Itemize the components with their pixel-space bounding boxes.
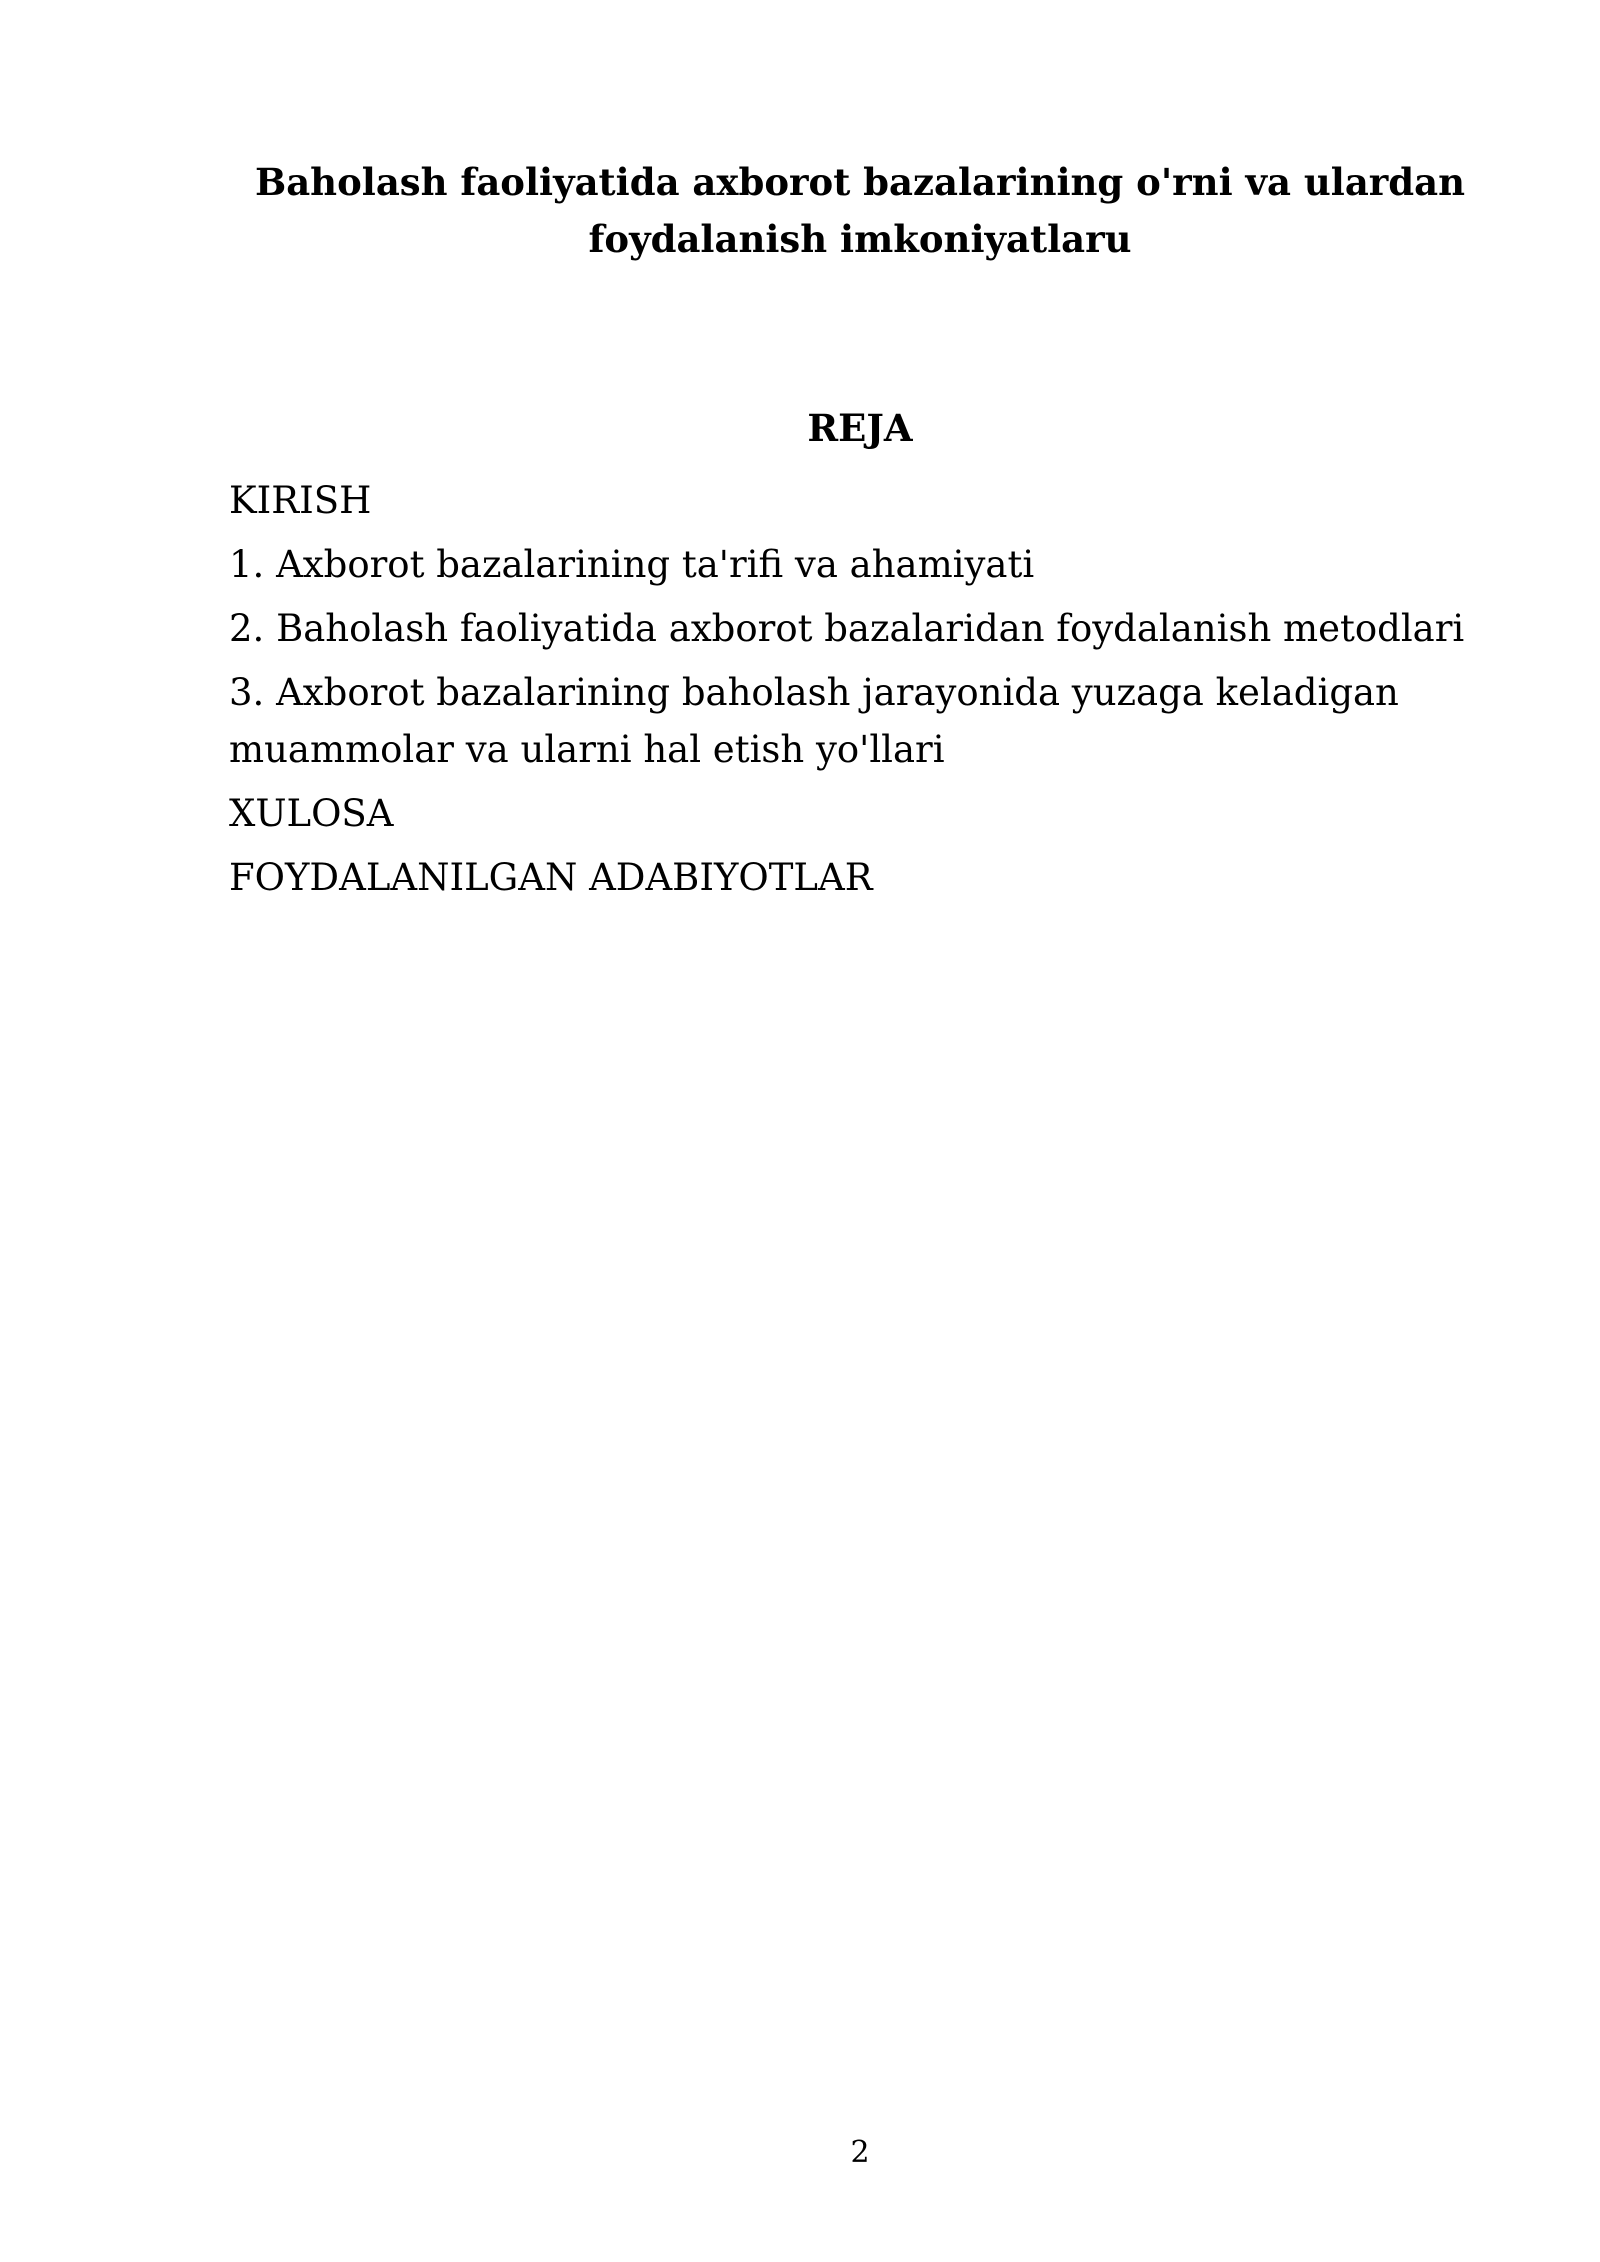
plan-item-intro: KIRISH bbox=[229, 479, 372, 522]
plan-item-references: FOYDALANILGAN ADABIYOTLAR bbox=[229, 856, 873, 899]
plan-heading: REJA bbox=[807, 406, 913, 450]
plan-list bbox=[229, 472, 1529, 913]
page-number: 2 bbox=[850, 2135, 870, 2170]
document-title-line-1: Baholash faoliyatida axborot bazalarining o'rni va ulardan bbox=[254, 160, 1466, 204]
document-title-line-2: foydalanish imkoniyatlaru bbox=[588, 217, 1132, 261]
plan-item-conclusion: XULOSA bbox=[229, 792, 394, 835]
document-title bbox=[228, 154, 1492, 268]
plan-item-1: 1. Axborot bazalarining ta'rifi va ahamiyati bbox=[229, 543, 1035, 586]
plan-item-2: 2. Baholash faoliyatida axborot bazalaridan foydalanish metodlari bbox=[229, 607, 1465, 650]
plan-item-3: 3. Axborot bazalarining baholash jarayonida yuzaga keladigan muammolar va ularni hal etish yo'llari bbox=[229, 671, 1399, 771]
